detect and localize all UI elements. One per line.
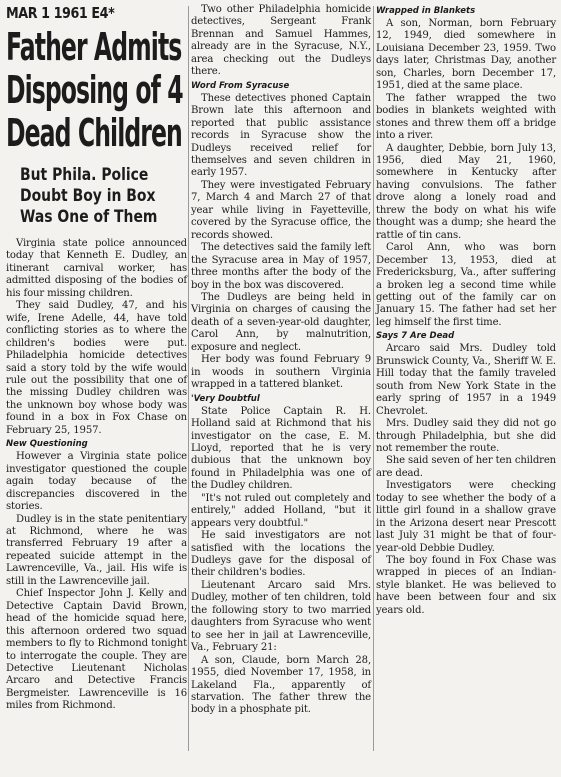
section-heading: Wrapped in Blankets [376, 6, 476, 16]
paragraph: Investigators were checking today to see whether the body of a little girl found in a shallow grave in the Arizona desert near Prescott last July 31 might be that of four-year-old Debbie Dudley. [376, 480, 556, 554]
paragraph: The detectives said the family left the Syracuse area in May of 1957, three months after the body of the boy in the box was discovered. [191, 242, 371, 291]
paragraph: Mrs. Dudley said they did not go through Philadelphia, but she did not remember the route. [376, 418, 556, 454]
headline [6, 26, 187, 155]
headline-line: Disposing of 4 [6, 68, 183, 112]
subhead-line: But Phila. Police [20, 165, 149, 185]
paragraph: A son, Norman, born February 12, 1949, died somewhere in Louisiana December 23, 1959. Two days later, Christmas Day, another son, Charles, born December 17, 1951, died at the same place. [376, 18, 556, 92]
subhead-line: Doubt Boy in Box [20, 186, 156, 206]
section-heading: Word From Syracuse [191, 80, 290, 91]
paragraph: However a Virginia state police investigator questioned the couple again today because of the discrepancies discovered in the stories. [6, 451, 187, 513]
paragraph: Arcaro said Mrs. Dudley told Brunswick County, Va., Sheriff W. E. Hill today that the family traveled south from New York State in the early spring of 1957 in a 1949 Chevrolet. [376, 343, 556, 417]
section-heading: 'Very Doubtful [191, 393, 260, 404]
paragraph: A daughter, Debbie, born July 13, 1956, died May 21, 1960, somewhere in Kentucky after having convulsions. The father drove along a lonely road and threw the body on what his wife thought was a dump; she heard the rattle of tin cans. [376, 142, 556, 241]
paragraph: They said Dudley, 47, and his wife, Irene Adelle, 44, have told conflicting stories as to where the children's bodies were put. Philadelphia homicide detectives said a story told by the wife would rule out the possibility that one of the missing Dudley children was the unknown boy whose body was found in a box in Fox Chase on February 25, 1957. [6, 300, 187, 436]
paragraph: He said investigators are not satisfied with the locations the Dudleys gave for the disposal of their children's bodies. [191, 530, 371, 579]
headline-line: Father Admits [6, 25, 182, 69]
article-body [376, 5, 556, 617]
paragraph: They were investigated February 7, March 4 and March 27 of that year while living in Fayetteville, covered by the Syracuse office, the records showed. [191, 179, 371, 241]
paragraph: The boy found in Fox Chase was wrapped in pieces of an Indian-style blanket. He was believed to have been between four and six years old. [376, 555, 556, 616]
article-body [191, 4, 371, 717]
column-2 [191, 4, 371, 717]
paragraph: Dudley is in the state penitentiary at Richmond, where he was transferred February 19 after a repeated suicide attempt in the Lawrenceville, Va., jail. His wife is still in the Lawrenceville jail. [6, 513, 187, 587]
subhead [20, 165, 157, 228]
section-heading: New Questioning [6, 439, 88, 450]
paragraph: Chief Inspector John J. Kelly and Detective Captain David Brown, head of the homicide squad here, this afternoon ordered two squad members to fly to Richmond tonight to interrogate the couple. They are Detective Lieutenant Nicholas Arcaro and Detective Francis Bergmeister. Lawrenceville is 16 miles from Richmond. [6, 588, 187, 712]
headline-line: Dead Children [6, 111, 182, 155]
paragraph: The Dudleys are being held in Virginia on charges of causing the death of a seven-year-old daughter, Carol Ann, by malnutrition, exposure and neglect. [191, 291, 371, 353]
date-stamp: MAR 1 1961 E4* [6, 4, 115, 22]
paragraph: Lieutenant Arcaro said Mrs. Dudley, mother of ten children, told the following story to two married daughters from Syracuse who went to see her in jail at Lawrenceville, Va., February 21: [191, 579, 371, 654]
column-rule [373, 6, 374, 751]
paragraph: She said seven of her ten children are dead. [376, 455, 556, 479]
paragraph: A son, Claude, born March 28, 1955, died November 17, 1958, in Lakeland Fla., apparently of starvation. The father threw the body in a phosphate pit. [191, 654, 371, 716]
paragraph: The father wrapped the two bodies in blankets weighted with stones and threw them off a bridge into a river. [376, 92, 556, 142]
section-heading: Says 7 Are Dead [376, 331, 455, 342]
paragraph: Virginia state police announced today that Kenneth E. Dudley, an itinerant carnival worker, has admitted disposing of the bodies of his four missing children. [6, 238, 187, 299]
paragraph: Carol Ann, who was born December 13, 1953, died at Fredericksburg, Va., after suffering a broken leg a second time while getting out of the family car on January 15. The father had set her leg himself the first time. [376, 242, 556, 328]
paragraph: These detectives phoned Captain Brown late this afternoon and reported that public assistance records in Syracuse show the Dudleys received relief for themselves and seven children in early 1957. [191, 92, 371, 179]
paragraph: Two other Philadelphia homicide detectives, Sergeant Frank Brennan and Samuel Hammes, already are in the Syracuse, N.Y., area checking out the Dudleys there. [191, 4, 371, 78]
column-3 [376, 4, 556, 617]
subhead-line: Was One of Them [20, 207, 158, 227]
article-body [6, 238, 187, 713]
paragraph: State Police Captain R. H. Holland said at Richmond that his investigator on the case, E. M. Lloyd, reported that he is very dubious that the unknown boy found in Philadelphia was one of the Dudley children. [191, 405, 371, 492]
paragraph: Her body was found February 9 in woods in southern Virginia wrapped in a tattered blanket. [191, 354, 371, 391]
column-rule [188, 6, 189, 751]
column-1 [6, 0, 187, 713]
paragraph: "It's not ruled out completely and entirely," added Holland, "but it appears very doubtful." [191, 492, 371, 529]
